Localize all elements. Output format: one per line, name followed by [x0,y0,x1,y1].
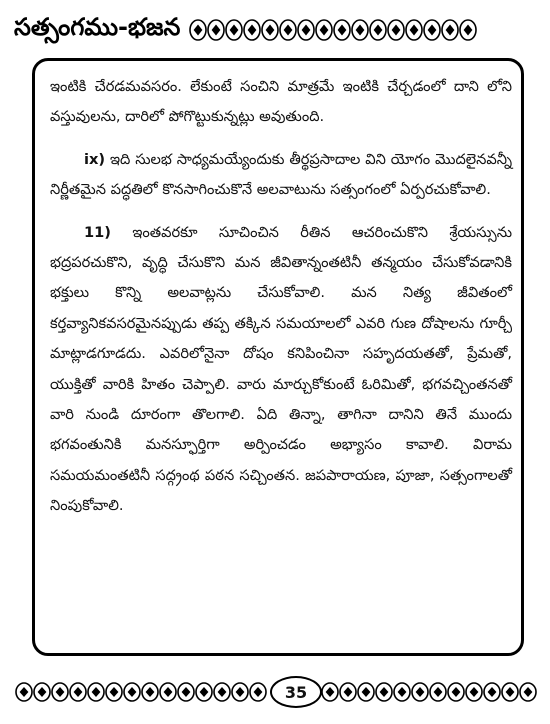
paragraph-11-text: ఇంతవరకూ సూచించిన రీతిన ఆచరించుకొని శ్రేయస్సును భద్రపరచుకొని, వృద్ధి చేసుకొని మన జీవితాన్నంతటినీ తన్మయం చేసుకోవడానికి భక్తులు కొన్ని అలవాట్లను చేసుకోవాలి. మన నిత్య జీవితంలో కర్తవ్యానికవసరమైనప్పుడు తప్ప తక్కిన సమయాలలో ఎవరి గుణ దోషాలను గూర్చీ మాట్లాడగూడదు. ఎవరిలోనైనా దోషం కనిపించినా సహృదయతతో, ప్రేమతో, యుక్తితో వారికి హితం చెప్పాలి. వారు మార్చుకోకుంటే ఓరిమితో, భగవచ్చింతనతో వారి నుండి దూరంగా తొలగాలి. ఏది తిన్నా, తాగినా దానిని తినే ముందు భగవంతునికి మనస్ఫూర్తిగా అర్పించడం అభ్యాసం కావాలి. విరామ సమయమంతటినీ సద్గ్రంథ పఠన సచ్చింతన. జపపారాయణ, పూజా, సత్సంగాలతో నింపుకోవాలి. [50,223,512,515]
paragraph-11-marker: 11) [84,223,111,241]
content-area [50,72,512,522]
page-footer [14,668,538,716]
page-number: 35 [270,676,322,708]
header-ornament-pattern [188,17,488,43]
paragraph-ix [50,145,512,206]
paragraph-continuation: ఇంటికి చేరడమవసరం. లేకుంటే సంచిని మాత్రమే ఇంటికి చేర్చడంలో దాని లోని వస్తువులను, దారిలో పోగొట్టుకున్నట్లు అవుతుంది. [50,78,512,126]
paragraph-ix-marker: ix) [84,150,106,168]
book-title: సత్సంగము-భజన [14,13,181,41]
paragraph-11 [50,218,512,522]
page-header [14,10,538,50]
header-ornament [188,17,538,43]
paragraph-ix-text: ఇది సులభ సాధ్యమయ్యేందుకు తీర్థప్రసాదాల విని యోగం మొదలైనవన్నీ నిర్ణీతమైన పద్ధతిలో కొనసాగించుకొనే అలవాటును సత్సంగంలో ఏర్పరచుకోవాలి. [50,150,512,199]
